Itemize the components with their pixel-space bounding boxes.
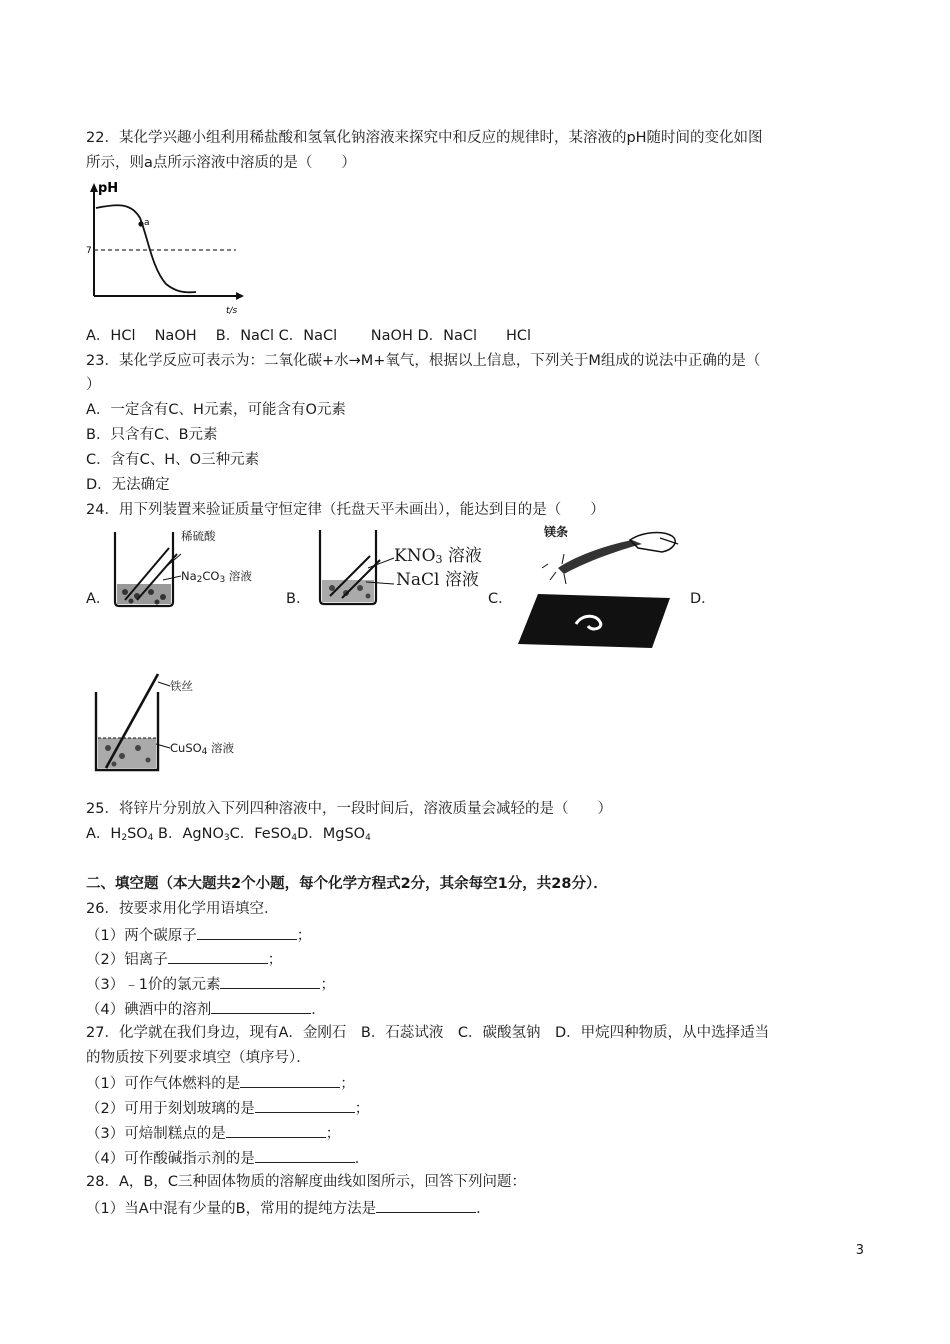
point-a-label: a bbox=[144, 218, 150, 228]
q27-item-2: （2）可用于刻划玻璃的是 ； bbox=[86, 1097, 369, 1119]
answer-blank[interactable] bbox=[168, 948, 268, 964]
q25-stem: 25．将锌片分别放入下列四种溶液中，一段时间后，溶液质量会减轻的是（ ） bbox=[86, 801, 612, 817]
q26-item-2: （2）铝离子 ； bbox=[86, 948, 282, 970]
answer-blank[interactable] bbox=[376, 1197, 476, 1213]
fig-d-iron-wire-label: 铁丝 bbox=[170, 679, 193, 693]
q23-stem-line2: ） bbox=[86, 377, 101, 393]
q28-stem: 28．A，B，C三种固体物质的溶解度曲线如图所示，回答下列问题： bbox=[86, 1174, 526, 1190]
answer-blank[interactable] bbox=[220, 973, 320, 989]
q27-stem-line1: 27．化学就在我们身边，现有A．金刚石 B．石蕊试液 C．碳酸氢钠 D．甲烷四种物质，从中选择适当 bbox=[86, 1025, 770, 1041]
q22-options: A．HCl NaOH B．NaCl C．NaCl NaOH D．NaCl HCl bbox=[86, 328, 532, 344]
point-a-marker bbox=[138, 221, 143, 226]
q27-item-1: （1）可作气体燃料的是 ； bbox=[86, 1072, 355, 1094]
q24-label-d: D． bbox=[690, 591, 716, 607]
fig-c-magnesium-label: 镁条 bbox=[544, 525, 569, 539]
ph-time-graph bbox=[86, 178, 248, 318]
q23-option-a: A．一定含有C、H元素，可能含有O元素 bbox=[86, 402, 346, 418]
answer-blank[interactable] bbox=[197, 924, 297, 940]
q22-stem-line2: 所示，则a点所示溶液中溶质的是（ ） bbox=[86, 155, 356, 171]
q28-item-1: （1）当A中混有少量的B，常用的提纯方法是 ． bbox=[86, 1197, 491, 1219]
graph-y-label: pH bbox=[98, 181, 119, 196]
apparatus-d bbox=[86, 672, 246, 776]
q24-label-c: C． bbox=[488, 591, 513, 607]
fig-a-solution-label: $Na_2CO_3$ 溶液 bbox=[181, 569, 252, 585]
q23-option-b: B．只含有C、B元素 bbox=[86, 427, 218, 443]
q27-item-3: （3）可焙制糕点的是 ； bbox=[86, 1122, 340, 1144]
q24-label-b: B． bbox=[286, 591, 311, 607]
q23-option-c: C．含有C、H、O三种元素 bbox=[86, 452, 260, 468]
answer-blank[interactable] bbox=[255, 1097, 355, 1113]
fig-a-acid-label: 稀硫酸 bbox=[181, 529, 216, 543]
graph-x-label: t/s bbox=[226, 306, 238, 316]
q23-stem-line1: 23．某化学反应可表示为：二氧化碳+水→M+氧气，根据以上信息，下列关于M组成的说法中正确的是（ bbox=[86, 353, 761, 369]
apparatus-b bbox=[312, 526, 488, 610]
fig-b-nacl-label: NaCl 溶液 bbox=[396, 570, 479, 590]
fig-b-kno3-label: $KNO_3$ 溶液 bbox=[394, 546, 482, 566]
fig-d-cuso4-label: CuSO$_4$ 溶液 bbox=[170, 741, 235, 757]
q24-label-a: A． bbox=[86, 591, 111, 607]
q22-stem-line1: 22．某化学兴趣小组利用稀盐酸和氢氧化钠溶液来探究中和反应的规律时，某溶液的pH随时间的变化如图 bbox=[86, 130, 763, 146]
answer-blank[interactable] bbox=[240, 1072, 340, 1088]
answer-blank[interactable] bbox=[255, 1147, 355, 1163]
q26-item-1: （1）两个碳原子 ； bbox=[86, 924, 311, 946]
page-number: 3 bbox=[855, 1243, 864, 1258]
q27-stem-line2: 的物质按下列要求填空（填序号）． bbox=[86, 1050, 311, 1066]
q27-item-4: （4）可作酸碱指示剂的是 ． bbox=[86, 1147, 369, 1169]
graph-mark-7: 7 bbox=[86, 246, 92, 256]
q24-stem: 24．用下列装置来验证质量守恒定律（托盘天平未画出），能达到目的是（ ） bbox=[86, 502, 605, 518]
q26-stem: 26．按要求用化学用语填空． bbox=[86, 901, 279, 917]
q23-option-d: D．无法确定 bbox=[86, 477, 170, 493]
apparatus-a bbox=[107, 526, 257, 610]
q26-item-3: （3）﹣1价的氯元素 ； bbox=[86, 973, 335, 995]
section-2-heading: 二、填空题（本大题共2个小题，每个化学方程式2分，其余每空1分，共28分）． bbox=[86, 876, 608, 892]
answer-blank[interactable] bbox=[211, 998, 311, 1014]
apparatus-c bbox=[512, 524, 684, 648]
q26-item-4: （4）碘酒中的溶剂 ． bbox=[86, 998, 326, 1020]
q25-options: A．$H_2SO_4$ B．AgNO$_3$C．FeSO$_4$D．MgSO$_4$ bbox=[86, 826, 371, 843]
answer-blank[interactable] bbox=[226, 1122, 326, 1138]
